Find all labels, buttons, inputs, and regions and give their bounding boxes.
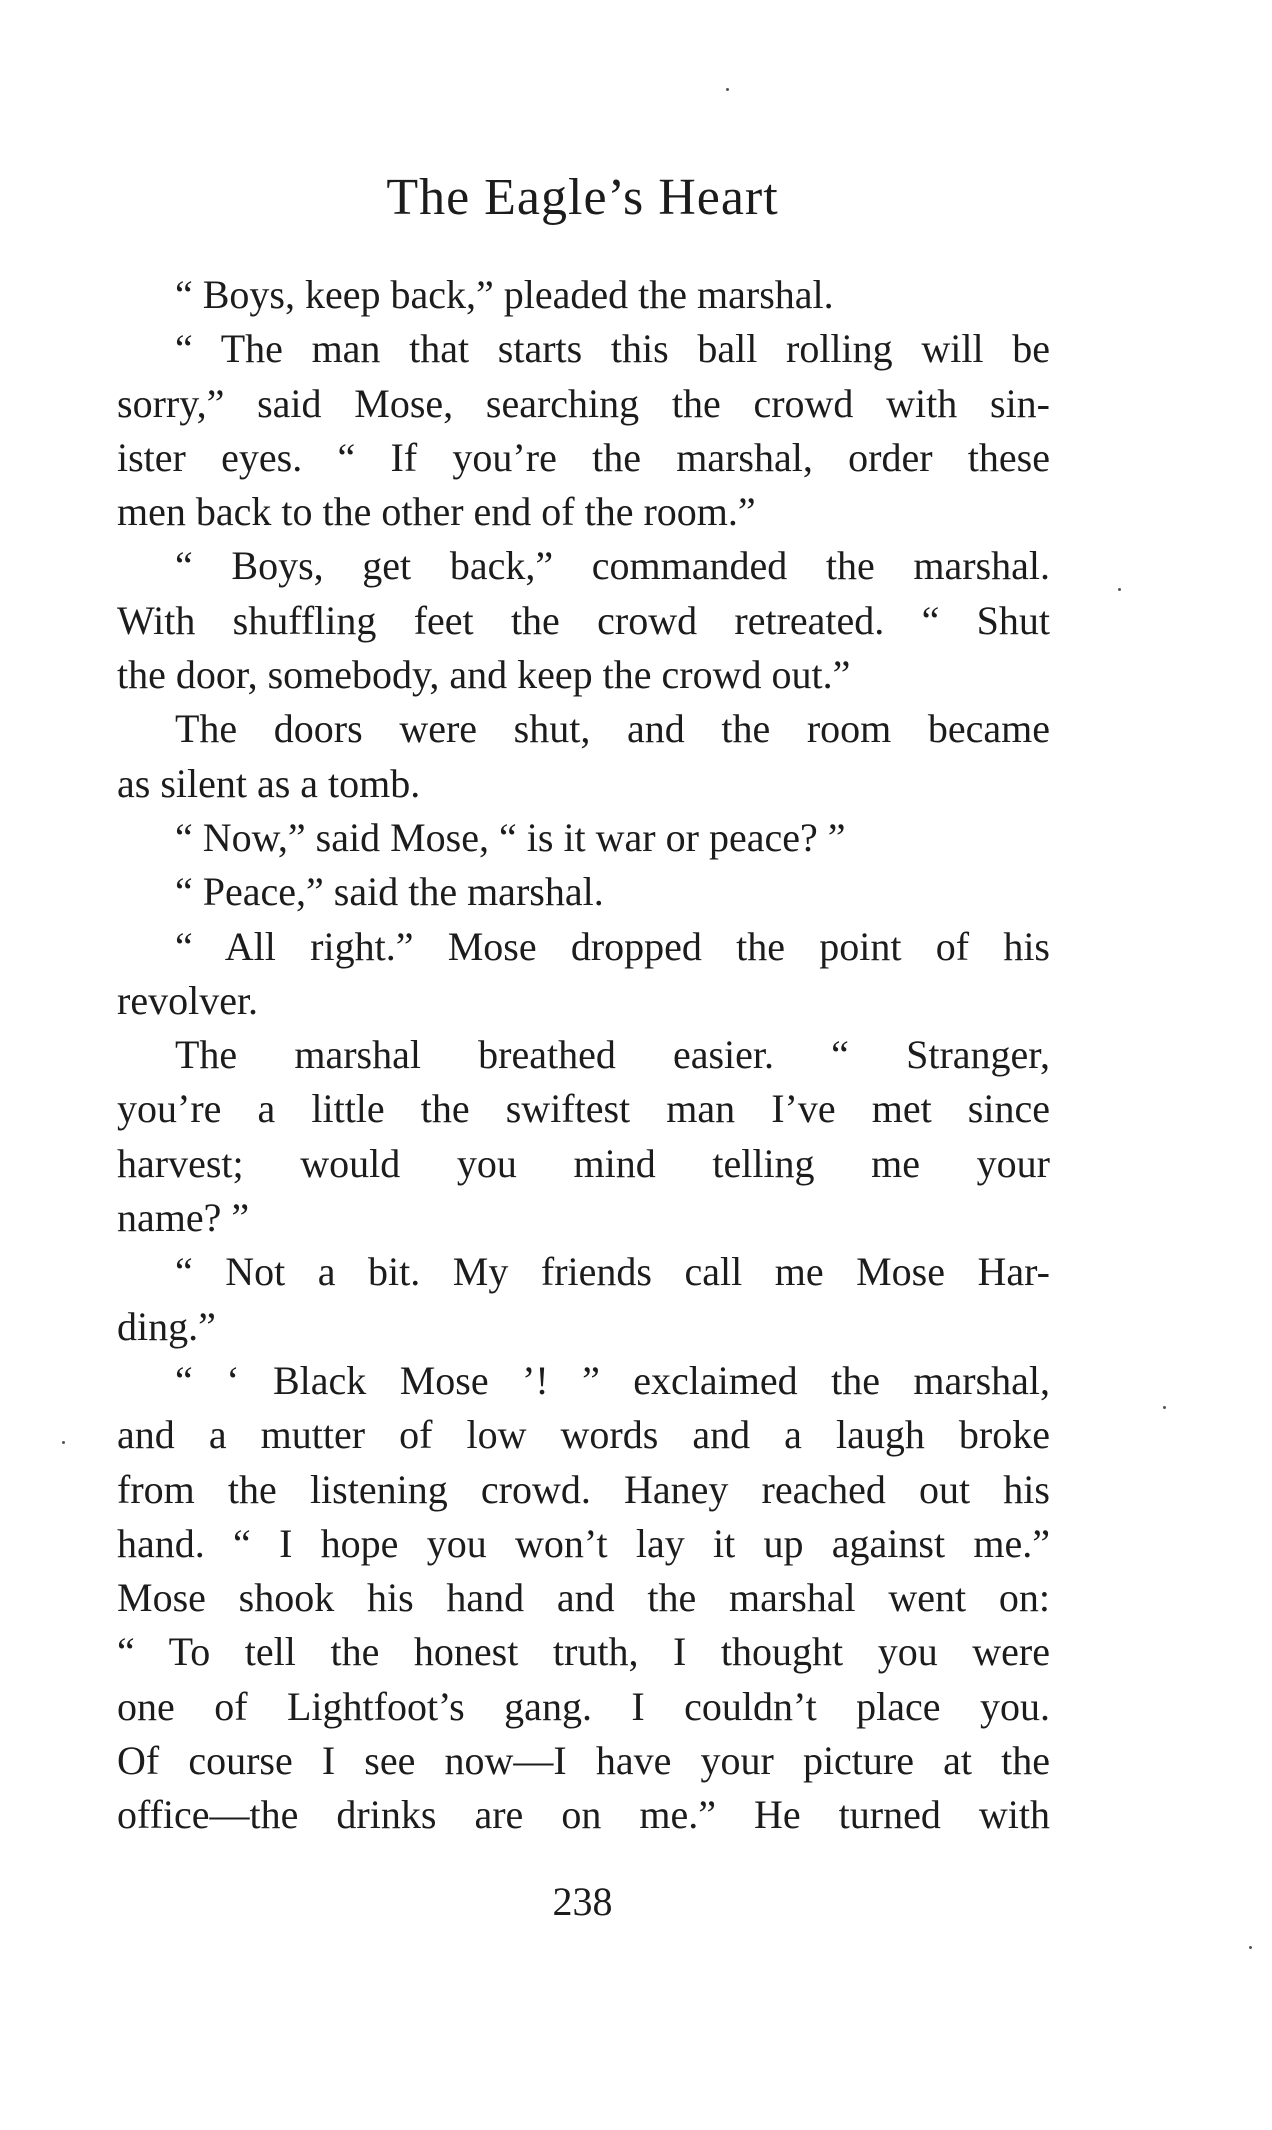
text-line: as silent as a tomb. [117, 760, 421, 806]
text-line: “ To tell the honest truth, I thought you were [117, 1629, 1050, 1675]
print-speck [1249, 1946, 1252, 1949]
text-line: “ ‘ Black Mose ’! ” exclaimed the marshal, [175, 1357, 1050, 1403]
text-line: Of course I see now—I have your picture at the [117, 1738, 1050, 1784]
text-line: The doors were shut, and the room became [175, 706, 1050, 752]
text-line: “ All right.” Mose dropped the point of his [175, 923, 1050, 969]
text-line: revolver. [117, 977, 259, 1023]
text-line: from the listening crowd. Haney reached out his [117, 1466, 1050, 1512]
text-line: The marshal breathed easier. “ Stranger, [175, 1032, 1050, 1078]
text-line: hand. “ I hope you won’t lay it up against me.” [117, 1520, 1050, 1566]
text-line: the door, somebody, and keep the crowd out.” [117, 652, 851, 698]
text-line: “ Peace,” said the marshal. [175, 869, 604, 915]
text-line: sorry,” said Mose, searching the crowd with sin- [117, 380, 1050, 426]
text-line: men back to the other end of the room.” [117, 489, 756, 535]
text-line: “ Not a bit. My friends call me Mose Har- [175, 1249, 1050, 1295]
text-line: ding.” [117, 1303, 216, 1349]
text-line: harvest; would you mind telling me your [117, 1140, 1050, 1186]
text-line: “ Boys, keep back,” pleaded the marshal. [175, 272, 834, 317]
text-line: you’re a little the swiftest man I’ve met since [117, 1086, 1050, 1132]
text-line: “ Now,” said Mose, “ is it war or peace? ” [175, 814, 846, 860]
text-line: Mose shook his hand and the marshal went on: [117, 1575, 1050, 1621]
print-speck [62, 1441, 65, 1444]
text-line: one of Lightfoot’s gang. I couldn’t place you. [117, 1683, 1050, 1729]
print-speck [1118, 588, 1121, 591]
text-line: With shuffling feet the crowd retreated. “ Shut [117, 597, 1050, 643]
print-speck [1163, 1406, 1166, 1409]
text-line: “ Boys, get back,” commanded the marshal. [175, 543, 1050, 589]
text-line: and a mutter of low words and a laugh broke [117, 1412, 1050, 1458]
page-number: 238 [552, 1879, 613, 1924]
print-speck [726, 88, 729, 91]
text-line: name? ” [117, 1195, 250, 1241]
running-head: The Eagle’s Heart [386, 169, 779, 226]
body-text [117, 268, 1050, 1843]
text-line: office—the drinks are on me.” He turned with [117, 1792, 1050, 1838]
text-line: “ The man that starts this ball rolling will be [175, 326, 1050, 372]
text-line: ister eyes. “ If you’re the marshal, order these [117, 434, 1050, 480]
